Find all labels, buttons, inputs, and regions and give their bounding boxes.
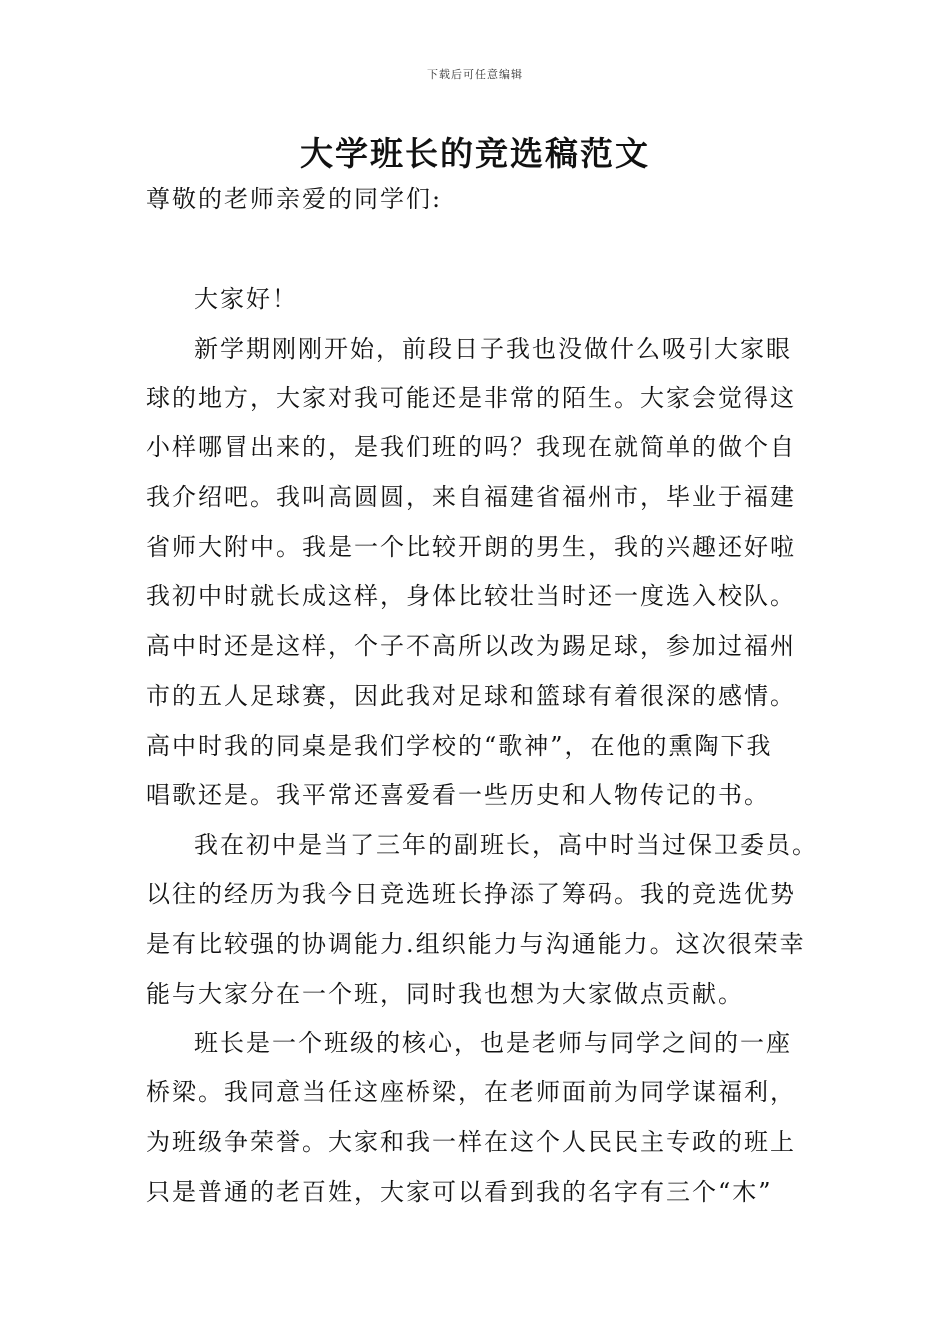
paragraph-3-line: 桥梁。我同意当任这座桥梁，在老师面前为同学谋福利，	[146, 1078, 796, 1106]
paragraph-3-line: 为班级争荣誉。大家和我一样在这个人民民主专政的班上	[146, 1128, 796, 1156]
paragraph-2-line: 我在初中是当了三年的副班长，高中时当过保卫委员。	[194, 831, 818, 859]
header-note: 下载后可任意编辑	[427, 68, 523, 81]
paragraph-1-line: 新学期刚刚开始，前段日子我也没做什么吸引大家眼	[194, 335, 792, 363]
paragraph-3-line: 班长是一个班级的核心，也是老师与同学之间的一座	[194, 1029, 792, 1057]
paragraph-1-line: 球的地方，大家对我可能还是非常的陌生。大家会觉得这	[146, 384, 796, 412]
paragraph-2-line: 是有比较强的协调能力.组织能力与沟通能力。这次很荣幸	[146, 930, 806, 958]
paragraph-1-line: 高中时我的同桌是我们学校的“歌神”，在他的熏陶下我	[146, 732, 773, 760]
paragraph-1-line: 市的五人足球赛，因此我对足球和篮球有着很深的感情。	[146, 682, 796, 710]
paragraph-1-line: 唱歌还是。我平常还喜爱看一些历史和人物传记的书。	[146, 781, 770, 809]
paragraph-1-line: 我介绍吧。我叫高圆圆，来自福建省福州市，毕业于福建	[146, 483, 796, 511]
paragraph-1-line: 省师大附中。我是一个比较开朗的男生，我的兴趣还好啦	[146, 533, 796, 561]
paragraph-1-line: 小样哪冒出来的，是我们班的吗？我现在就简单的做个自	[146, 433, 796, 461]
paragraph-2-line: 以往的经历为我今日竞选班长挣添了筹码。我的竞选优势	[146, 880, 796, 908]
paragraph-1-line: 高中时还是这样，个子不高所以改为踢足球，参加过福州	[146, 632, 796, 660]
salutation: 尊敬的老师亲爱的同学们:	[146, 185, 443, 213]
page-title: 大学班长的竞选稿范文	[300, 134, 650, 173]
paragraph-3-line: 只是普通的老百姓，大家可以看到我的名字有三个“木”	[146, 1178, 773, 1206]
paragraph-2-line: 能与大家分在一个班，同时我也想为大家做点贡献。	[146, 980, 744, 1008]
paragraph-1-line: 我初中时就长成这样，身体比较壮当时还一度选入校队。	[146, 582, 796, 610]
greeting: 大家好！	[194, 285, 298, 313]
